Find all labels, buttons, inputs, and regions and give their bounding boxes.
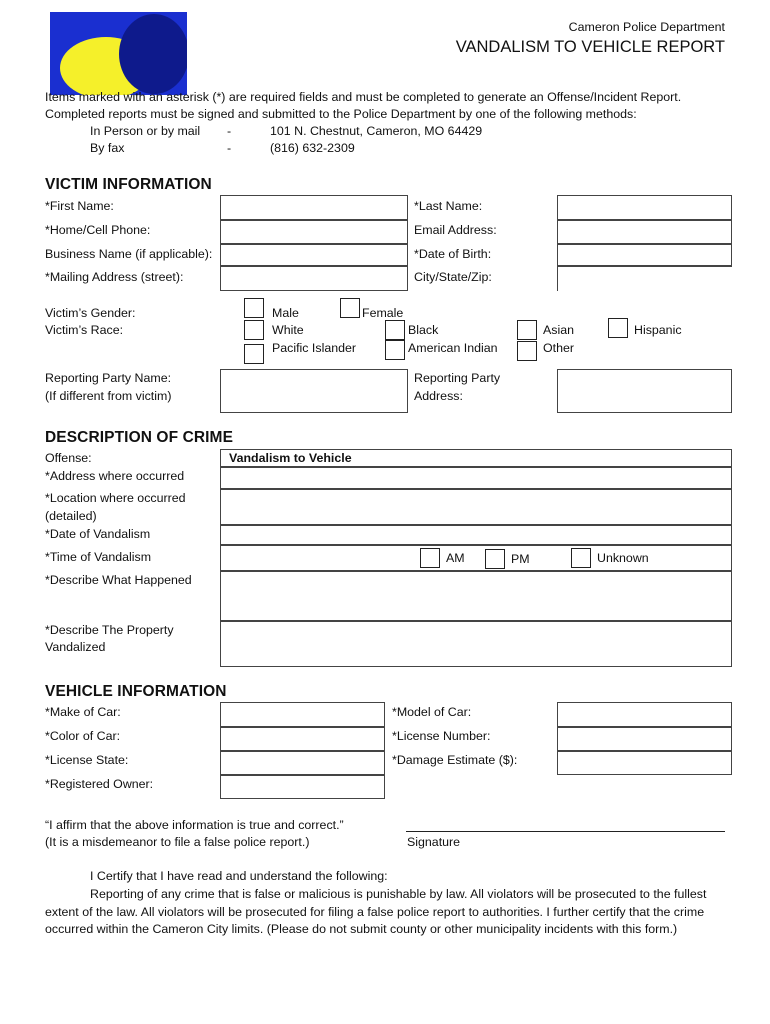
reporting-party-name-label: Reporting Party Name: xyxy=(45,371,172,385)
email-label: Email Address: xyxy=(414,223,497,237)
location-occurred-field[interactable] xyxy=(220,489,732,525)
department-logo xyxy=(50,12,187,95)
victim-section-heading: VICTIM INFORMATION xyxy=(45,176,212,193)
describe-what-happened-label: *Describe What Happened xyxy=(45,573,192,587)
email-field[interactable] xyxy=(557,220,732,244)
license-number-field[interactable] xyxy=(557,727,732,751)
method-address: 101 N. Chestnut, Cameron, MO 64429 xyxy=(270,124,483,138)
color-label: *Color of Car: xyxy=(45,729,121,743)
describe-property-label-2: Vandalized xyxy=(45,640,106,654)
time-am-label: AM xyxy=(446,551,465,565)
reporting-party-name-field[interactable] xyxy=(220,369,408,413)
race-black-checkbox[interactable] xyxy=(385,320,405,340)
reporting-party-name-note: (If different from victim) xyxy=(45,389,172,403)
damage-estimate-label: *Damage Estimate ($): xyxy=(392,753,518,767)
last-name-field[interactable] xyxy=(557,195,732,220)
gender-male-label: Male xyxy=(272,306,299,320)
phone-label: *Home/Cell Phone: xyxy=(45,223,151,237)
race-white-label: White xyxy=(272,323,304,337)
describe-what-happened-field[interactable] xyxy=(220,571,732,621)
vehicle-section-heading: VEHICLE INFORMATION xyxy=(45,683,227,700)
race-label: Victim’s Race: xyxy=(45,323,124,337)
business-field[interactable] xyxy=(220,244,408,266)
time-pm-label: PM xyxy=(511,552,530,566)
date-of-vandalism-label: *Date of Vandalism xyxy=(45,527,151,541)
affirm-statement: “I affirm that the above information is true and correct.” xyxy=(45,818,344,832)
race-american-indian-checkbox[interactable] xyxy=(385,340,405,360)
certify-paragraph: Reporting of any crime that is false or malicious is punishable by law. All violators will be prosecuted to the fullest extent of the law. All violators will be prosecuted for filing a false police report to authorities. I further certify that the crime occurred within the Cameron City limits. (Please do not submit county or other municipality incidents with this form.) xyxy=(45,887,707,936)
race-american-indian-label: American Indian xyxy=(408,341,498,355)
reporting-party-address-field[interactable] xyxy=(557,369,732,413)
method-label-mail: In Person or by mail xyxy=(90,124,201,138)
business-label: Business Name (if applicable): xyxy=(45,247,213,261)
time-unknown-checkbox[interactable] xyxy=(571,548,591,568)
report-title: VANDALISM TO VEHICLE REPORT xyxy=(455,38,725,56)
race-white-checkbox[interactable] xyxy=(244,320,264,340)
reporting-party-address-label: Reporting Party xyxy=(414,371,501,385)
damage-estimate-field[interactable] xyxy=(557,751,732,775)
license-state-label: *License State: xyxy=(45,753,129,767)
gender-female-checkbox[interactable] xyxy=(340,298,360,318)
method-dash: - xyxy=(227,141,232,155)
location-occurred-label: *Location where occurred xyxy=(45,491,186,505)
time-pm-checkbox[interactable] xyxy=(485,549,505,569)
first-name-field[interactable] xyxy=(220,195,408,220)
race-black-label: Black xyxy=(408,323,439,337)
department-name: Cameron Police Department xyxy=(568,20,725,34)
offense-field[interactable] xyxy=(220,449,732,467)
make-label: *Make of Car: xyxy=(45,705,121,719)
race-asian-label: Asian xyxy=(543,323,574,337)
affirm-warning: (It is a misdemeanor to file a false police report.) xyxy=(45,835,310,849)
make-field[interactable] xyxy=(220,702,385,727)
city-state-zip-field[interactable] xyxy=(557,266,732,291)
intro-line-1: Items marked with an asterisk (*) are required fields and must be completed to generate an Offense/Incident Report. xyxy=(45,90,682,104)
dob-field[interactable] xyxy=(557,244,732,266)
method-label-fax: By fax xyxy=(90,141,125,155)
mailing-address-field[interactable] xyxy=(220,266,408,291)
method-dash: - xyxy=(227,124,232,138)
city-state-zip-label: City/State/Zip: xyxy=(414,270,492,284)
dob-label: *Date of Birth: xyxy=(414,247,492,261)
race-other-label: Other xyxy=(543,341,574,355)
crime-section-heading: DESCRIPTION OF CRIME xyxy=(45,429,234,446)
address-occurred-field[interactable] xyxy=(220,467,732,489)
phone-field[interactable] xyxy=(220,220,408,244)
certify-intro: I Certify that I have read and understand the following: xyxy=(90,869,388,883)
gender-female-label: Female xyxy=(362,306,404,320)
color-field[interactable] xyxy=(220,727,385,751)
model-field[interactable] xyxy=(557,702,732,727)
reporting-party-address-label-2: Address: xyxy=(414,389,463,403)
race-hispanic-checkbox[interactable] xyxy=(608,318,628,338)
time-of-vandalism-label: *Time of Vandalism xyxy=(45,550,152,564)
race-hispanic-label: Hispanic xyxy=(634,323,682,337)
gender-male-checkbox[interactable] xyxy=(244,298,264,318)
mailing-address-label: *Mailing Address (street): xyxy=(45,270,184,284)
date-of-vandalism-field[interactable] xyxy=(220,525,732,545)
last-name-label: *Last Name: xyxy=(414,199,483,213)
license-state-field[interactable] xyxy=(220,751,385,775)
registered-owner-label: *Registered Owner: xyxy=(45,777,154,791)
license-number-label: *License Number: xyxy=(392,729,491,743)
time-of-vandalism-field[interactable] xyxy=(220,545,732,571)
describe-property-field[interactable] xyxy=(220,621,732,667)
logo-navy-circle xyxy=(119,14,187,94)
offense-value: Vandalism to Vehicle xyxy=(229,451,352,465)
model-label: *Model of Car: xyxy=(392,705,472,719)
time-unknown-label: Unknown xyxy=(597,551,649,565)
registered-owner-field[interactable] xyxy=(220,775,385,799)
method-fax-number: (816) 632-2309 xyxy=(270,141,355,155)
race-pacific-islander-checkbox[interactable] xyxy=(244,344,264,364)
race-asian-checkbox[interactable] xyxy=(517,320,537,340)
signature-label: Signature xyxy=(407,835,461,849)
describe-property-label: *Describe The Property xyxy=(45,623,174,637)
time-am-checkbox[interactable] xyxy=(420,548,440,568)
address-occurred-label: *Address where occurred xyxy=(45,469,185,483)
race-pacific-islander-label: Pacific Islander xyxy=(272,341,357,355)
signature-line[interactable] xyxy=(406,831,725,832)
offense-label: Offense: xyxy=(45,451,92,465)
intro-line-2: Completed reports must be signed and submitted to the Police Department by one of the following methods: xyxy=(45,107,637,121)
race-other-checkbox[interactable] xyxy=(517,341,537,361)
gender-label: Victim’s Gender: xyxy=(45,306,136,320)
first-name-label: *First Name: xyxy=(45,199,114,213)
location-occurred-note: (detailed) xyxy=(45,509,97,523)
